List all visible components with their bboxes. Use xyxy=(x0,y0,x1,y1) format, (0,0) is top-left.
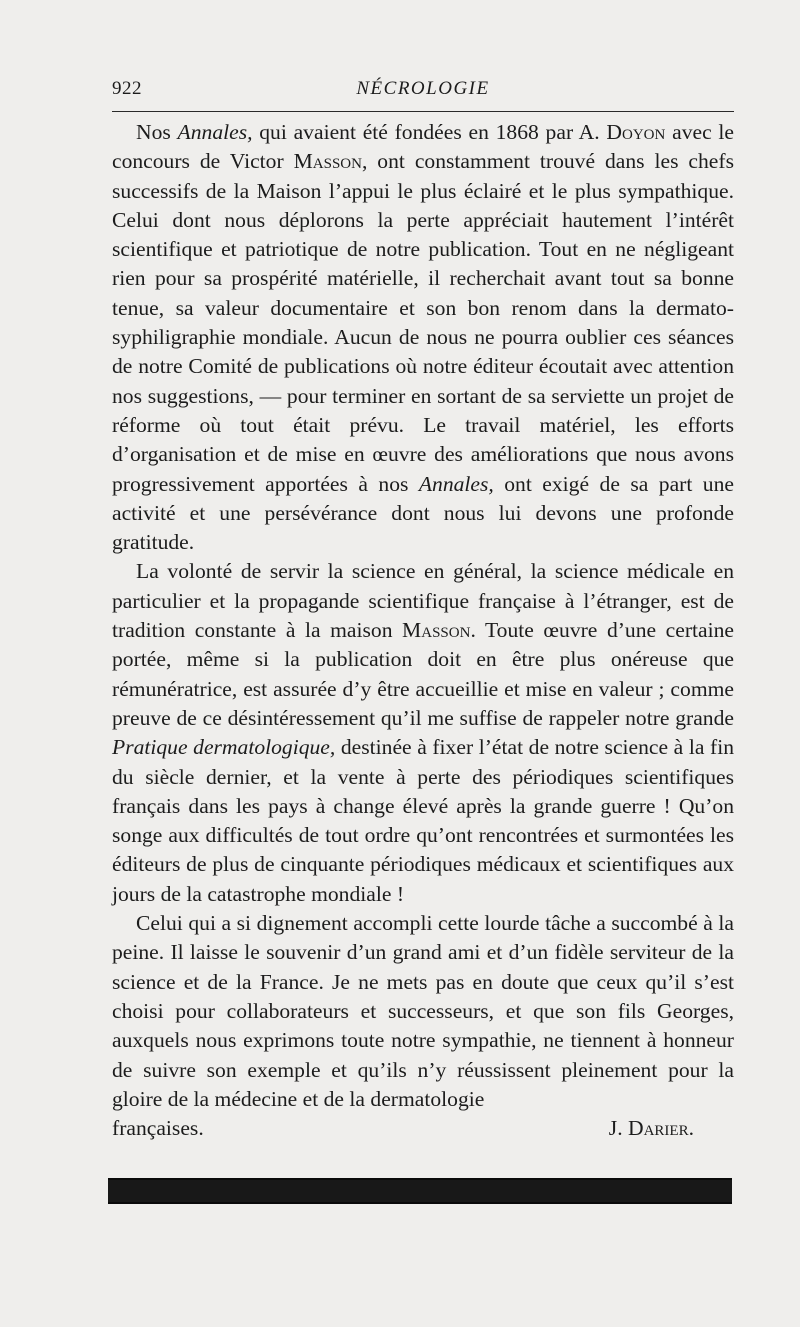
text-segment: qui avaient été fondées en 1868 par A. xyxy=(252,120,607,144)
closing-line xyxy=(112,1114,734,1143)
text-segment: destinée à fixer l’état de notre science à la fin du siècle dernier, et la vente à perte des périodiques scientifiques français dans les pays à change élevé après la grande guerre ! Qu’on songe aux difficultés de tout ordre qu’ont rencontrées et surmontées les éditeurs de plus de cinquante périodiques médicaux et scientifiques aux jours de la catastrophe mondiale ! xyxy=(112,735,734,906)
text-segment: Celui qui a si dignement accompli cette lourde tâche a succombé à la peine. Il laisse le souvenir d’un grand ami et d’un fidèle serviteur de la science et de la France. Je ne mets pas en doute que ceux qu’il s’est choisi pour collaborateurs et successeurs, et que son fils Georges, auxquels nous exprimons toute notre sympathie, ne tiennent à honneur de suivre son exemple et qu’ils n’y réussissent pleinement pour la gloire de la médecine et de la dermatologie xyxy=(112,911,734,1111)
page-number: 922 xyxy=(112,78,142,99)
text-segment-italic: Annales, xyxy=(177,120,253,144)
author-signature: J. Darier. xyxy=(608,1116,694,1141)
closing-words: françaises. xyxy=(112,1116,204,1141)
header-rule xyxy=(112,111,734,112)
article-body xyxy=(112,118,734,1143)
page-header xyxy=(112,78,734,102)
running-title: NÉCROLOGIE xyxy=(356,78,490,99)
text-segment: ont exigé de sa part une activité et une persévérance dont nous lui devons une profonde gratitude. xyxy=(112,471,734,555)
paragraph-2 xyxy=(112,557,734,909)
text-segment: La volonté de servir la science en général, la science médicale en particulier et la propagande scientifique française à l’étranger, est de tradition constante à la maison xyxy=(112,559,734,643)
text-segment: , ont constamment trouvé dans les chefs successifs de la Maison l’appui le plus éclairé et le plus sympathique. Celui dont nous déplorons la perte appréciait hautement l’intérêt scientifique et patriotique de notre publication. Tout en ne négligeant rien pour sa prospérité matérielle, il recherchait avant tout sa bonne tenue, sa valeur documentaire et son bon renom dans la dermato-syphiligraphie mondiale. Aucun de nous ne pourra oublier ces séances de notre Comité de publications où notre éditeur écoutait avec attention nos suggestions, — pour terminer en sortant de sa serviette un projet de réforme où tout était prévu. Le travail matériel, les efforts d’organisation et de mise en œuvre des améliorations que nous avons progressivement apportées à nos xyxy=(112,149,734,496)
text-segment-italic: Pratique dermatologique, xyxy=(112,735,336,760)
text-segment: Nos xyxy=(136,120,178,144)
text-segment-italic: Annales, xyxy=(418,471,494,496)
text-segment-smallcaps: Masson xyxy=(293,149,362,174)
text-segment-smallcaps: Masson xyxy=(402,618,471,643)
paragraph-1 xyxy=(112,118,734,557)
text-segment: avec le concours de Victor xyxy=(112,120,734,174)
text-segment: . Toute œuvre d’une certaine portée, même si la publication doit en être plus onéreuse que rémunératrice, est assurée d’y être accueillie et mise en valeur ; comme preuve de ce désintéressement qu’il me suffise de rappeler notre grande xyxy=(112,618,734,730)
footer-bar xyxy=(108,1178,732,1204)
text-segment-smallcaps: Doyon xyxy=(606,120,666,144)
paragraph-3 xyxy=(112,909,734,1114)
